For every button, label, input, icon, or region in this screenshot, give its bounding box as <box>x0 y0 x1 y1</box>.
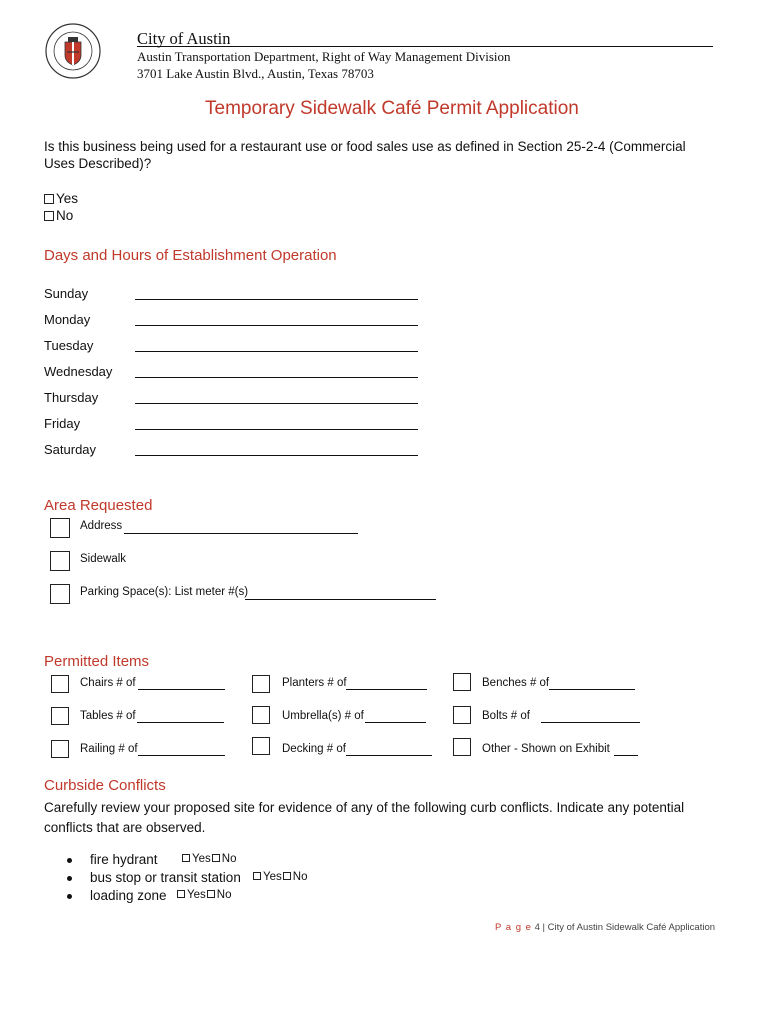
footer-page-word: P a g e <box>495 922 532 933</box>
planters-label: Planters # of <box>282 677 347 689</box>
day-thursday: Thursday <box>44 390 99 405</box>
hours-field-wednesday[interactable] <box>135 377 418 378</box>
address-field[interactable] <box>124 533 358 534</box>
hours-field-saturday[interactable] <box>135 455 418 456</box>
benches-checkbox[interactable] <box>453 673 471 691</box>
hours-field-tuesday[interactable] <box>135 351 418 352</box>
decking-label: Decking # of <box>282 743 346 755</box>
day-saturday: Saturday <box>44 442 97 457</box>
umbrellas-label: Umbrella(s) # of <box>282 710 364 722</box>
address-checkbox[interactable] <box>50 518 70 538</box>
bullet-1 <box>67 858 72 863</box>
yes-checkbox[interactable] <box>44 194 54 204</box>
org-name: City of Austin <box>137 29 231 48</box>
bullet-2 <box>67 876 72 881</box>
decking-checkbox[interactable] <box>252 737 270 755</box>
chairs-checkbox[interactable] <box>51 675 69 693</box>
loading-zone-yes-checkbox[interactable] <box>177 890 185 898</box>
bolts-label: Bolts # of <box>482 710 530 722</box>
meter-field[interactable] <box>245 599 436 600</box>
bolts-field[interactable] <box>541 722 640 723</box>
day-sunday: Sunday <box>44 286 89 301</box>
planters-checkbox[interactable] <box>252 675 270 693</box>
umbrellas-checkbox[interactable] <box>252 706 270 724</box>
decking-field[interactable] <box>346 755 432 756</box>
page-title: Temporary Sidewalk Café Permit Application <box>205 98 579 119</box>
bus-stop-yes-checkbox[interactable] <box>253 872 261 880</box>
area-heading: Area Requested <box>44 497 153 514</box>
day-tuesday: Tuesday <box>44 338 94 353</box>
no-checkbox[interactable] <box>44 211 54 221</box>
railing-label: Railing # of <box>80 743 138 755</box>
curbside-intro: Carefully review your proposed site for evidence of any of the following curb conflicts. Indicate any potential conflicts that are observed. <box>44 800 685 835</box>
railing-checkbox[interactable] <box>51 740 69 758</box>
hours-field-sunday[interactable] <box>135 299 418 300</box>
header-rule <box>137 46 713 47</box>
umbrellas-field[interactable] <box>365 722 426 723</box>
option-no[interactable]: No <box>44 208 73 223</box>
conflict-bus-stop: bus stop or transit station <box>90 870 241 885</box>
loading-zone-options: Yes No <box>176 889 231 901</box>
footer-page-number: 4 <box>534 922 540 933</box>
footer-separator: | <box>542 922 545 933</box>
tables-field[interactable] <box>137 722 224 723</box>
day-monday: Monday <box>44 312 91 327</box>
fire-hydrant-no-checkbox[interactable] <box>212 854 220 862</box>
bus-stop-no-checkbox[interactable] <box>283 872 291 880</box>
benches-label: Benches # of <box>482 677 550 689</box>
conflict-fire-hydrant: fire hydrant <box>90 852 158 867</box>
conflict-loading-zone: loading zone <box>90 888 167 903</box>
bullet-3 <box>67 894 72 899</box>
footer-doc-title: City of Austin Sidewalk Café Application <box>547 922 716 933</box>
city-seal-graphic <box>44 22 102 80</box>
hours-field-thursday[interactable] <box>135 403 418 404</box>
city-seal <box>44 22 102 80</box>
railing-field[interactable] <box>138 755 225 756</box>
option-yes[interactable]: Yes <box>44 191 78 206</box>
hours-heading: Days and Hours of Establishment Operation <box>44 247 337 264</box>
area-sidewalk-label: Sidewalk <box>80 553 127 565</box>
chairs-label: Chairs # of <box>80 677 136 689</box>
tables-label: Tables # of <box>80 710 136 722</box>
area-parking-label: Parking Space(s): List meter #(s) <box>80 586 249 598</box>
curbside-heading: Curbside Conflicts <box>44 777 166 794</box>
bolts-checkbox[interactable] <box>453 706 471 724</box>
office-address: 3701 Lake Austin Blvd., Austin, Texas 78703 <box>137 66 374 81</box>
other-field[interactable] <box>614 755 638 756</box>
sidewalk-checkbox[interactable] <box>50 551 70 571</box>
page-footer <box>495 922 715 933</box>
use-question: Is this business being used for a restaurant use or food sales use as defined in Section 25-2-4 (Commercial Uses Described)? <box>44 139 686 171</box>
hours-field-monday[interactable] <box>135 325 418 326</box>
hours-field-friday[interactable] <box>135 429 418 430</box>
department: Austin Transportation Department, Right of Way Management Division <box>137 49 511 64</box>
parking-checkbox[interactable] <box>50 584 70 604</box>
day-wednesday: Wednesday <box>44 364 113 379</box>
benches-field[interactable] <box>549 689 635 690</box>
planters-field[interactable] <box>346 689 427 690</box>
tables-checkbox[interactable] <box>51 707 69 725</box>
fire-hydrant-yes-checkbox[interactable] <box>182 854 190 862</box>
other-label: Other - Shown on Exhibit <box>482 743 610 755</box>
fire-hydrant-options: Yes No <box>181 853 236 865</box>
chairs-field[interactable] <box>138 689 225 690</box>
permitted-heading: Permitted Items <box>44 653 150 670</box>
bus-stop-options: Yes No <box>252 871 307 883</box>
day-friday: Friday <box>44 416 81 431</box>
area-address-label: Address <box>80 520 123 532</box>
loading-zone-no-checkbox[interactable] <box>207 890 215 898</box>
other-checkbox[interactable] <box>453 738 471 756</box>
